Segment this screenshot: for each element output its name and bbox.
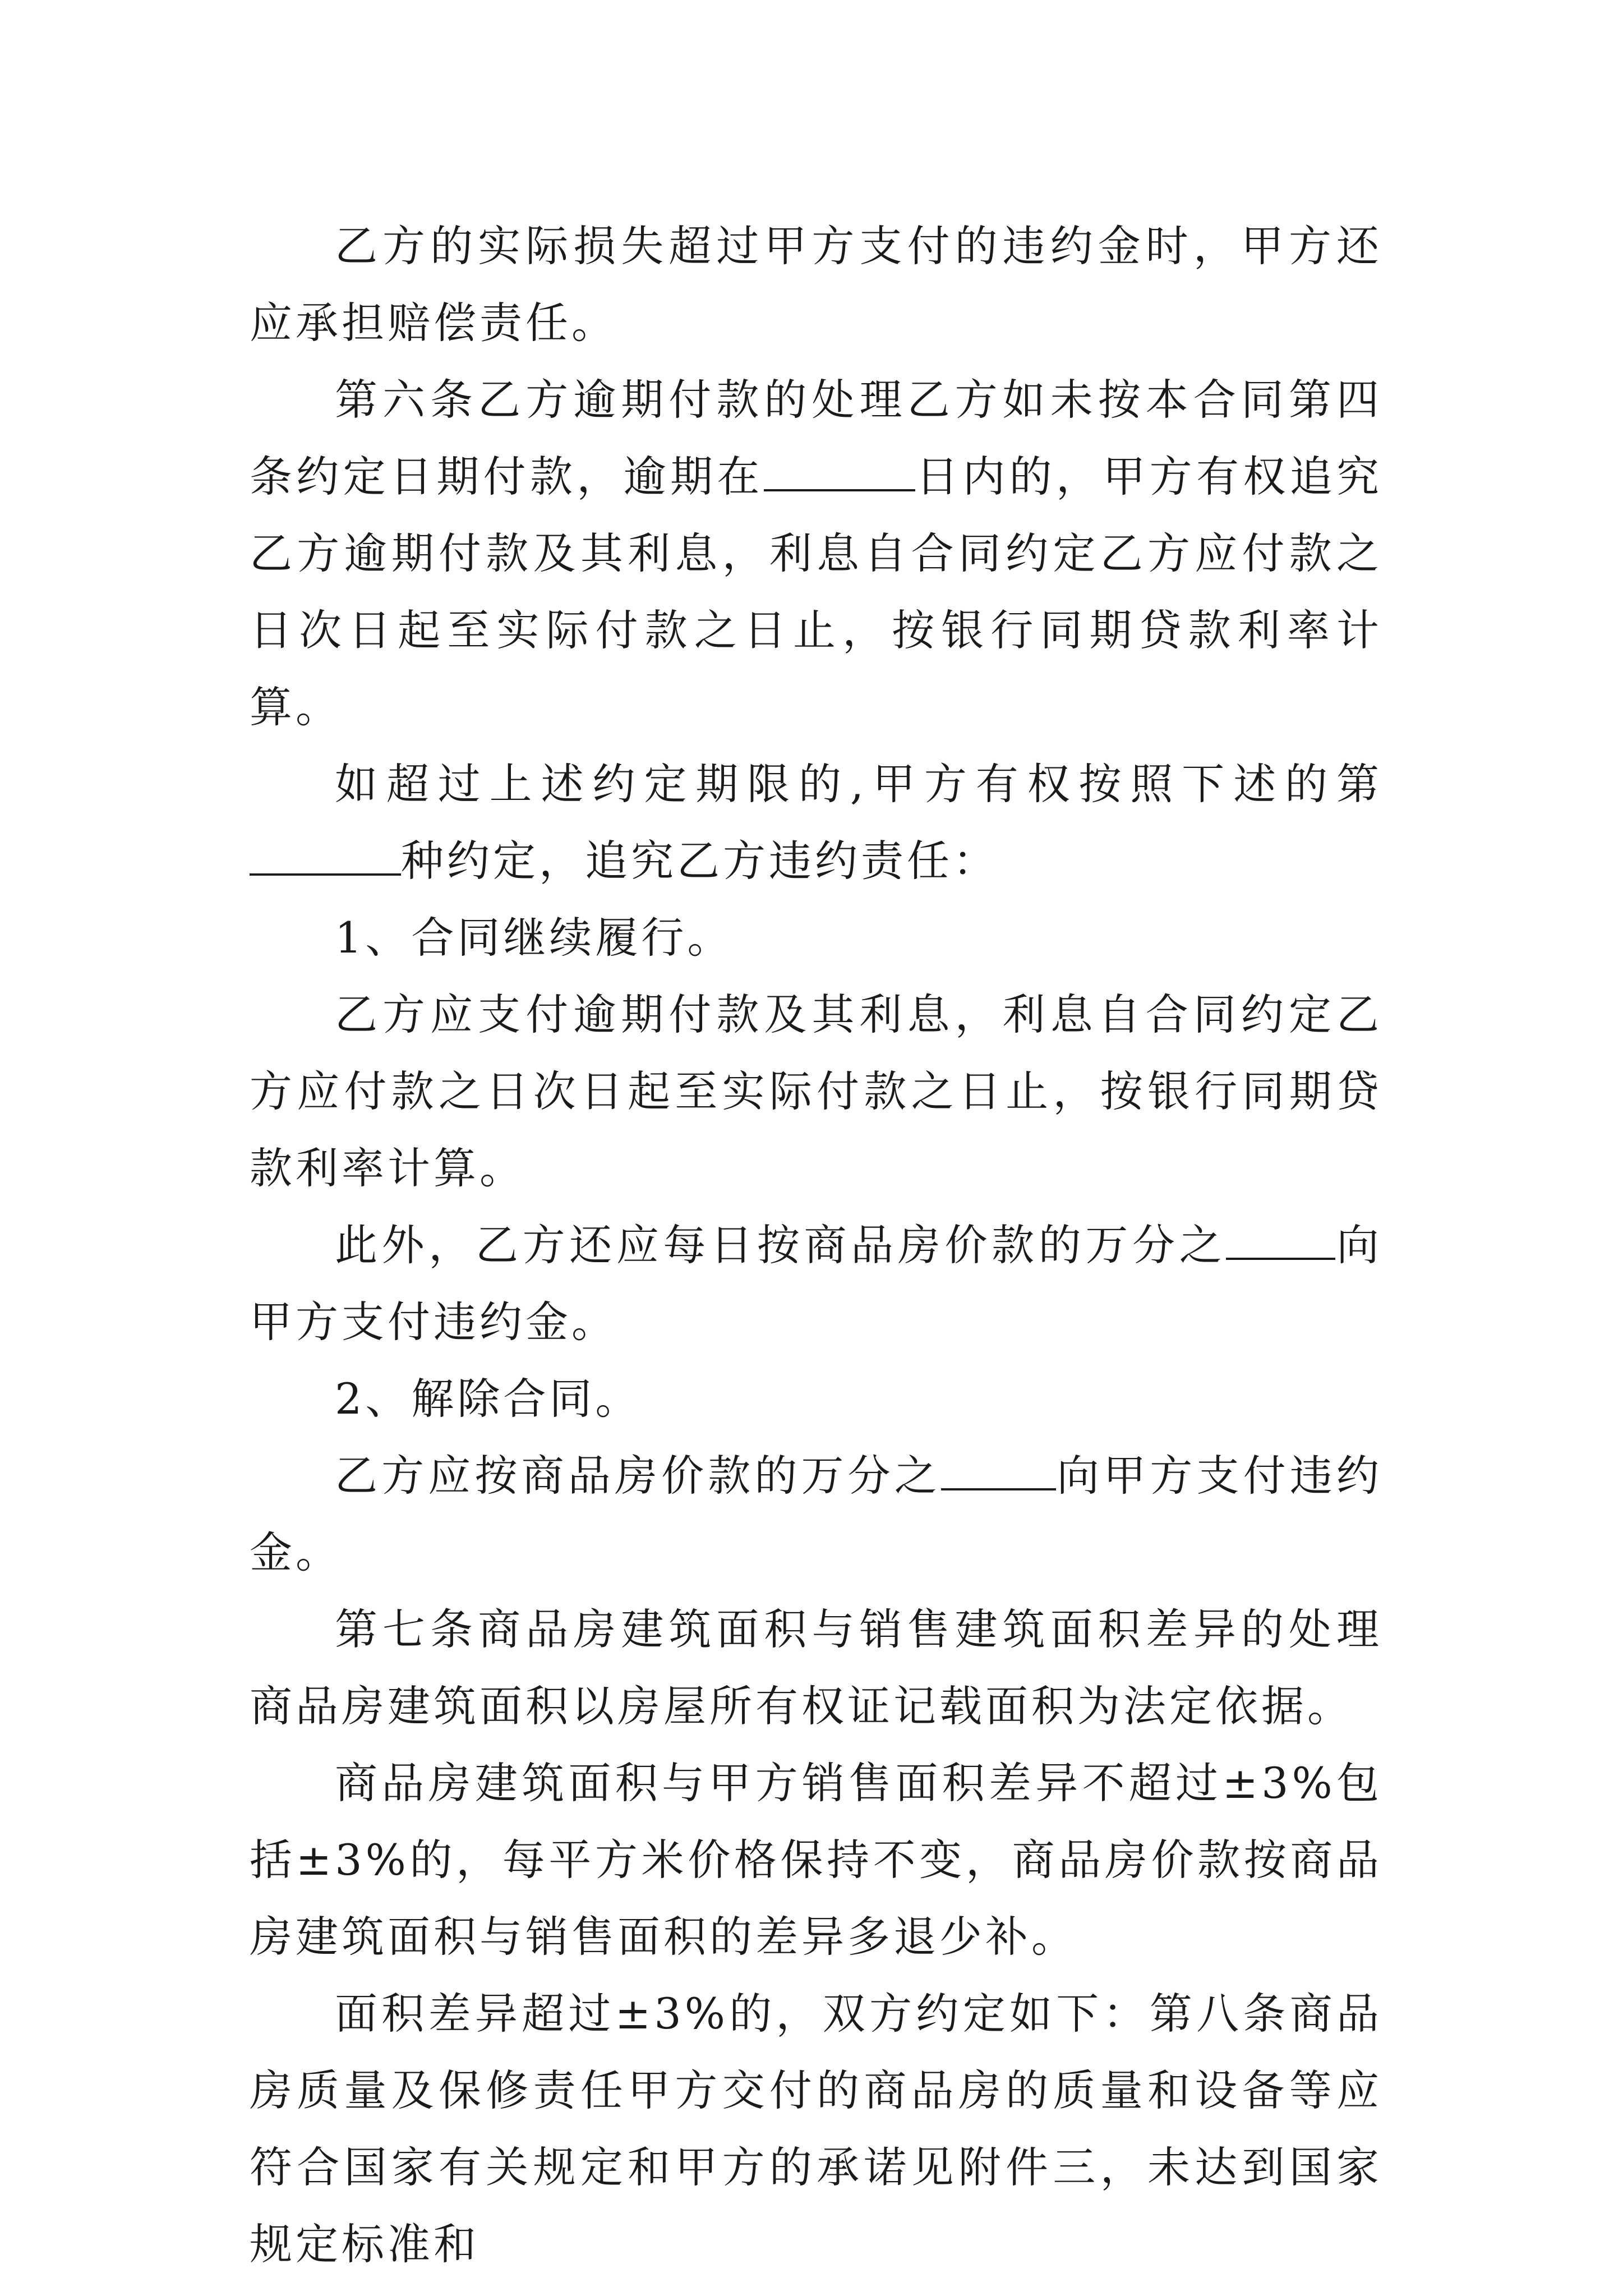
- paragraph-text: 如超过上述约定期限的,甲方有权按照下述的第: [335, 759, 1382, 809]
- paragraph-text: 向甲方支付违约金。: [250, 1220, 1383, 1347]
- paragraph-text: 乙方应支付逾期付款及其利息，利息自合同约定乙方应付款之日次日起至实际付款之日止，按银行同期贷款利率计算。: [250, 990, 1382, 1193]
- paragraph-option-1-penalty: [250, 1207, 1382, 1360]
- fill-in-blank-days: [764, 443, 915, 491]
- document-body: [250, 208, 1382, 2283]
- paragraph-text: 乙方的实际损失超过甲方支付的违约金时，甲方还应承担赔偿责任。: [250, 221, 1382, 348]
- paragraph-text: 向甲方支付违约金。: [250, 1451, 1383, 1577]
- paragraph-text: 日内的，甲方有权追究乙方逾期付款及其利息，利息自合同约定乙方应付款之日次日起至实际付款之日止，按银行同期贷款利率计算。: [250, 452, 1383, 732]
- paragraph-liability-excess-loss: [250, 208, 1382, 361]
- paragraph-text: 乙方应按商品房价款的万分之: [335, 1451, 941, 1501]
- fill-in-blank-option-number: [250, 827, 401, 876]
- paragraph-option-1-interest: [250, 976, 1382, 1207]
- paragraph-text: 第七条商品房建筑面积与销售建筑面积差异的处理商品房建筑面积以房屋所有权证记载面积为法定依据。: [250, 1604, 1382, 1731]
- fill-in-blank-penalty-rate: [941, 1442, 1056, 1490]
- paragraph-text: 此外，乙方还应每日按商品房价款的万分之: [335, 1220, 1227, 1270]
- paragraph-area-exceed-3-percent: [250, 1975, 1382, 2283]
- paragraph-exceed-deadline: [250, 746, 1382, 899]
- paragraph-text: 1、合同继续履行。: [335, 913, 734, 963]
- paragraph-article-6-overdue-payment: [250, 361, 1382, 746]
- paragraph-option-1-heading: [250, 899, 1382, 976]
- fill-in-blank-daily-rate: [1226, 1212, 1335, 1260]
- paragraph-option-2-heading: [250, 1360, 1382, 1437]
- paragraph-text: 面积差异超过±3%的，双方约定如下：第八条商品房质量及保修责任甲方交付的商品房的质量和设备等应符合国家有关规定和甲方的承诺见附件三，未达到国家规定标准和: [250, 1989, 1382, 2269]
- paragraph-option-2-penalty: [250, 1437, 1382, 1591]
- paragraph-text: 第六条乙方逾期付款的处理乙方如未按本合同第四条约定日期付款，逾期在: [250, 375, 1382, 501]
- paragraph-text: 2、解除合同。: [335, 1374, 642, 1424]
- paragraph-text: 种约定，追究乙方违约责任：: [401, 836, 999, 886]
- paragraph-area-within-3-percent: [250, 1745, 1382, 1975]
- paragraph-article-7-area-difference: [250, 1591, 1382, 1745]
- paragraph-text: 商品房建筑面积与甲方销售面积差异不超过±3%包括±3%的，每平方米价格保持不变，商品房价款按商品房建筑面积与销售面积的差异多退少补。: [250, 1758, 1382, 1962]
